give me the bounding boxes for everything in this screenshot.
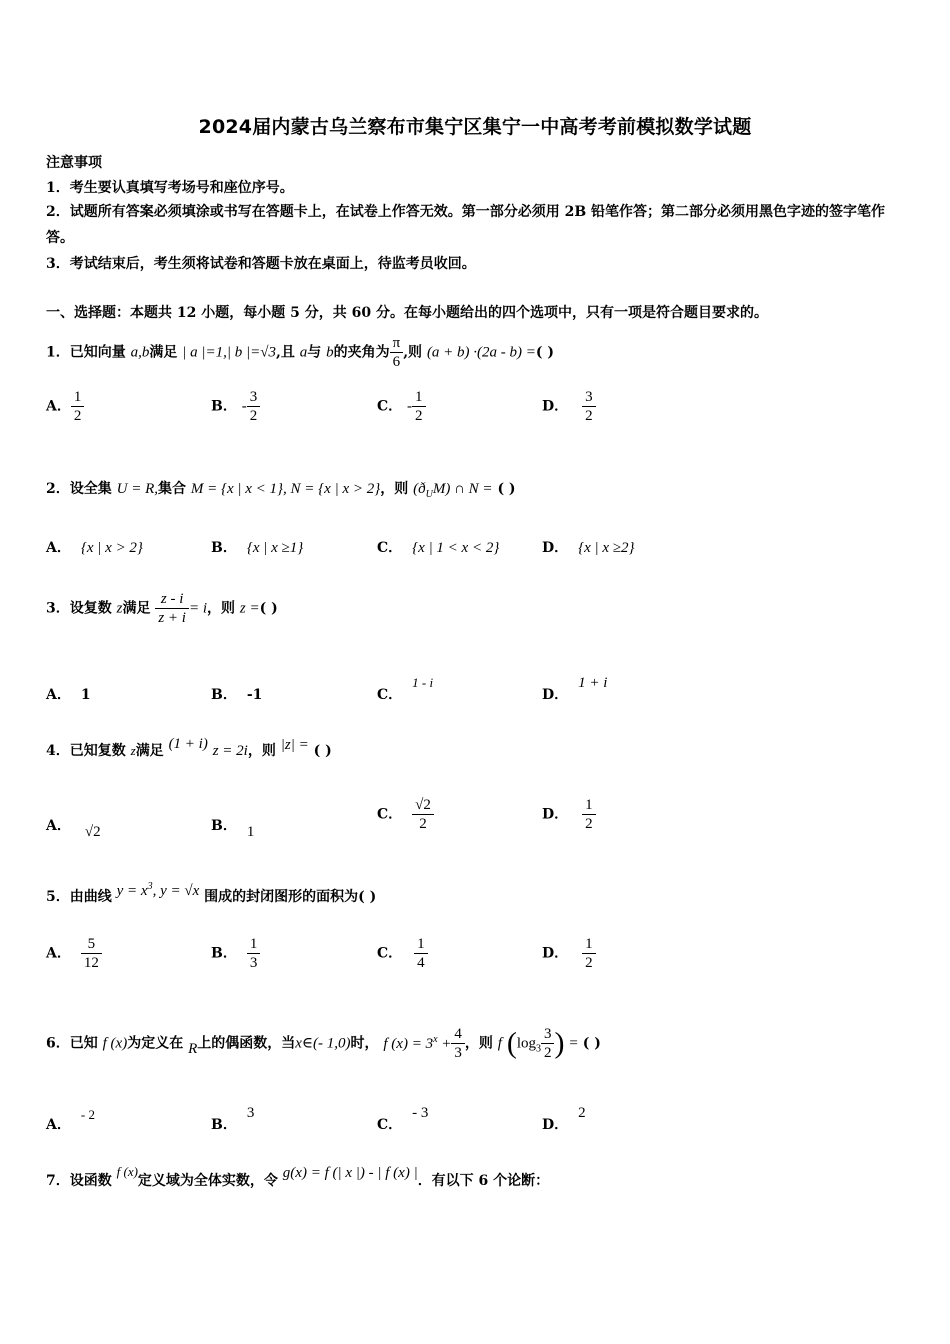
- question-text: 与: [307, 344, 322, 361]
- question-text: 时，: [350, 1035, 379, 1052]
- question-text: ( ): [259, 600, 278, 617]
- question-text: 已知复数: [69, 743, 126, 759]
- notice-item-2: 2．试题所有答案必须填涂或书写在答题卡上，在试卷上作答无效。第一部分必须用 2B 铅笔作答；第二部分必须用黑色字迹的签字笔作答。: [46, 204, 886, 246]
- fraction: [71, 388, 85, 425]
- numerator: 1: [412, 388, 426, 407]
- question-text: 满足: [135, 743, 164, 759]
- option-label: C．: [377, 687, 403, 703]
- sign: -: [407, 398, 413, 415]
- option-value: 1 + i: [578, 675, 608, 691]
- question-4: [46, 736, 332, 760]
- question-text: ( ): [582, 1035, 601, 1052]
- question-number: 4．: [46, 743, 70, 759]
- option-label: B．: [211, 818, 237, 834]
- question-text: ( ): [535, 344, 555, 361]
- question-1: [46, 334, 554, 371]
- math: x∈(- 1,0): [295, 1035, 351, 1052]
- fraction: [582, 388, 596, 425]
- question-text: ，则: [207, 600, 236, 617]
- option-label: D．: [542, 398, 569, 415]
- option-label: C．: [377, 1117, 403, 1133]
- question-7: [46, 1164, 550, 1190]
- option-b[interactable]: [211, 935, 260, 972]
- option-c[interactable]: [377, 1105, 429, 1134]
- denominator: 4: [417, 955, 425, 971]
- math: a,b: [130, 344, 150, 361]
- math: = i: [188, 600, 208, 617]
- question-text: ,则: [403, 344, 423, 361]
- fraction: [155, 590, 189, 627]
- numerator: 5: [81, 935, 102, 954]
- numerator: π: [390, 334, 404, 353]
- question-text: 设函数: [69, 1173, 112, 1189]
- question-number: 1．: [46, 344, 70, 361]
- math: M = {x | x < 1}, N = {x | x > 2}: [190, 481, 381, 497]
- option-value: 2: [578, 1105, 586, 1121]
- option-a[interactable]: [46, 388, 84, 425]
- option-b[interactable]: [211, 388, 260, 425]
- option-value: 1: [80, 687, 91, 703]
- numerator: z - i: [155, 590, 189, 609]
- numerator: 1: [582, 796, 596, 815]
- denominator: 2: [73, 408, 82, 424]
- option-d[interactable]: [542, 675, 608, 704]
- denominator: 2: [585, 955, 593, 971]
- math: , y = √x: [152, 883, 200, 899]
- numerator: √2: [412, 796, 434, 815]
- option-label: B．: [211, 687, 237, 703]
- math: z = 2i: [212, 743, 248, 759]
- option-a[interactable]: [46, 1107, 95, 1134]
- denominator: 12: [83, 955, 99, 971]
- option-label: C．: [377, 806, 403, 823]
- math: z: [130, 743, 136, 758]
- math-subscript: 3: [535, 1043, 541, 1055]
- option-b[interactable]: [211, 815, 255, 840]
- option-d[interactable]: [542, 796, 596, 833]
- option-label: C．: [377, 398, 403, 415]
- math: f (x): [116, 1164, 138, 1179]
- numerator: 1: [582, 935, 596, 954]
- fraction: [541, 1025, 555, 1062]
- math-subscript: U: [425, 488, 433, 500]
- fraction: [81, 935, 102, 972]
- question-text: ，则: [247, 743, 276, 759]
- option-label: A．: [46, 1117, 71, 1133]
- question-3: [46, 590, 278, 627]
- denominator: 2: [415, 408, 423, 424]
- question-number: 6．: [46, 1035, 70, 1052]
- math: [383, 1033, 452, 1052]
- question-text: ，则: [380, 481, 409, 497]
- option-a[interactable]: [46, 537, 143, 557]
- math: M) ∩ N =: [432, 481, 493, 497]
- question-text: 定义域为全体实数，令: [137, 1173, 278, 1189]
- math: (ð: [413, 481, 426, 497]
- option-value: - 3: [412, 1105, 429, 1121]
- math: f (x) = 3: [383, 1035, 434, 1052]
- math: (1 + i): [168, 736, 208, 752]
- sign: -: [241, 398, 247, 415]
- math: f (x): [102, 1035, 128, 1052]
- denominator: 2: [585, 408, 593, 424]
- question-5: [46, 881, 377, 906]
- fraction: [582, 796, 596, 833]
- math: +: [441, 1035, 452, 1052]
- denominator: 3: [454, 1045, 462, 1061]
- option-label: A．: [46, 398, 71, 415]
- bracket-left: (: [506, 1026, 517, 1060]
- denominator: 2: [249, 408, 258, 424]
- option-value: 1 - i: [412, 675, 434, 690]
- option-a[interactable]: [46, 935, 102, 972]
- question-text: ,且: [275, 344, 295, 361]
- numerator: 1: [247, 935, 261, 954]
- option-value: {x | x ≥2}: [578, 540, 635, 556]
- option-d[interactable]: [542, 1105, 586, 1134]
- question-2: [46, 478, 516, 500]
- fraction: [582, 935, 596, 972]
- option-label: B．: [211, 540, 237, 556]
- question-text: 设全集: [69, 481, 112, 497]
- math: [117, 883, 200, 899]
- math: f: [497, 1035, 502, 1052]
- math-superscript: 3: [147, 881, 153, 892]
- question-text: 由曲线: [69, 889, 112, 905]
- fraction: [414, 935, 428, 972]
- denominator: 2: [585, 816, 593, 832]
- option-label: C．: [377, 945, 403, 962]
- option-value: 3: [246, 1105, 255, 1121]
- math: (a + b) ·(2a - b) =: [426, 344, 536, 361]
- option-label: B．: [211, 398, 237, 415]
- option-label: D．: [542, 540, 569, 556]
- question-text: ( ): [313, 743, 332, 759]
- question-text: 集合: [158, 481, 186, 497]
- option-c[interactable]: [377, 675, 434, 704]
- math: =: [569, 1035, 578, 1052]
- math: g(x) = f (| x |) - | f (x) |: [282, 1165, 418, 1181]
- numerator: 3: [541, 1025, 555, 1044]
- question-text: 已知向量: [69, 344, 126, 361]
- option-c[interactable]: [377, 796, 434, 833]
- option-a[interactable]: [46, 815, 101, 840]
- option-label: A．: [46, 687, 71, 703]
- option-label: D．: [542, 945, 569, 962]
- numerator: 3: [582, 388, 596, 407]
- section-heading: 一、选择题：本题共 12 小题，每小题 5 分，共 60 分。在每小题给出的四个选项中，只有一项是符合题目要求的。: [46, 305, 768, 321]
- notice-item-3: 3．考试结束后，考生须将试卷和答题卡放在桌面上，待监考员收回。: [46, 256, 476, 272]
- fraction: [247, 935, 261, 972]
- denominator: 3: [249, 955, 258, 971]
- math: z: [116, 600, 123, 617]
- option-label: D．: [542, 1117, 569, 1133]
- option-b[interactable]: [211, 537, 303, 557]
- question-text: 已知: [69, 1035, 98, 1052]
- question-number: 3．: [46, 600, 70, 617]
- option-label: A．: [46, 945, 71, 962]
- question-6: [46, 1025, 601, 1062]
- math: |z| =: [280, 737, 309, 753]
- question-number: 5．: [46, 889, 70, 905]
- option-value: √2: [84, 824, 101, 840]
- math: y = x: [116, 883, 148, 899]
- question-text: 满足: [122, 600, 151, 617]
- numerator: 1: [414, 935, 428, 954]
- question-text: 的夹角为: [333, 344, 390, 361]
- option-value: -1: [246, 687, 263, 703]
- denominator: 6: [392, 354, 401, 370]
- question-number: 7．: [46, 1173, 70, 1189]
- option-a[interactable]: [46, 684, 91, 704]
- question-text: 围成的封闭图形的面积为( ): [204, 889, 377, 905]
- fraction: [247, 388, 261, 425]
- option-value: {x | x ≥1}: [246, 540, 304, 556]
- page-title: 2024届内蒙古乌兰察布市集宁区集宁一中高考考前模拟数学试题: [198, 116, 752, 138]
- option-label: C．: [377, 540, 403, 556]
- fraction: [451, 1025, 465, 1062]
- fraction: [390, 334, 404, 371]
- question-text: 上的偶函数，当: [197, 1035, 296, 1052]
- math: z =: [239, 600, 260, 617]
- notice-item-1: 1．考生要认真填写考场号和座位序号。: [46, 180, 294, 196]
- option-d[interactable]: [542, 388, 596, 425]
- bracket-right: ): [554, 1026, 565, 1060]
- fraction: [412, 796, 434, 833]
- option-label: D．: [542, 806, 569, 823]
- numerator: 1: [71, 388, 85, 407]
- notice-heading: 注意事项: [46, 155, 102, 171]
- option-label: B．: [211, 1117, 237, 1133]
- option-c[interactable]: [377, 537, 499, 557]
- option-c[interactable]: [377, 388, 426, 425]
- option-label: B．: [211, 945, 237, 962]
- math-superscript: x: [433, 1033, 438, 1045]
- question-text: ，则: [464, 1035, 493, 1052]
- option-value: - 2: [80, 1107, 95, 1122]
- option-label: D．: [542, 687, 569, 703]
- question-number: 2．: [46, 481, 70, 497]
- fraction: [412, 388, 426, 425]
- question-text: 为定义在: [127, 1035, 184, 1052]
- math: U = R,: [116, 481, 158, 497]
- option-value: 1: [246, 824, 255, 840]
- numerator: 4: [451, 1025, 465, 1044]
- math: | a |=1,| b |=√3: [182, 344, 276, 361]
- option-label: A．: [46, 540, 71, 556]
- question-text: ．有以下 6 个论断：: [417, 1173, 550, 1189]
- option-c[interactable]: [377, 935, 428, 972]
- denominator: 2: [419, 816, 427, 832]
- option-label: A．: [46, 818, 71, 834]
- question-text: ( ): [497, 481, 516, 497]
- math: R: [188, 1040, 198, 1057]
- math: log: [516, 1035, 536, 1052]
- option-d[interactable]: [542, 935, 596, 972]
- option-b[interactable]: [211, 684, 262, 704]
- option-b[interactable]: [211, 1105, 255, 1134]
- denominator: z + i: [158, 610, 186, 626]
- math: b: [326, 344, 334, 361]
- numerator: 3: [247, 388, 261, 407]
- option-value: {x | x > 2}: [80, 540, 143, 556]
- question-text: 设复数: [69, 600, 112, 617]
- option-value: {x | 1 < x < 2}: [412, 540, 500, 556]
- option-d[interactable]: [542, 537, 635, 557]
- denominator: 2: [543, 1045, 552, 1061]
- math: a: [299, 344, 308, 361]
- question-text: 满足: [149, 344, 178, 361]
